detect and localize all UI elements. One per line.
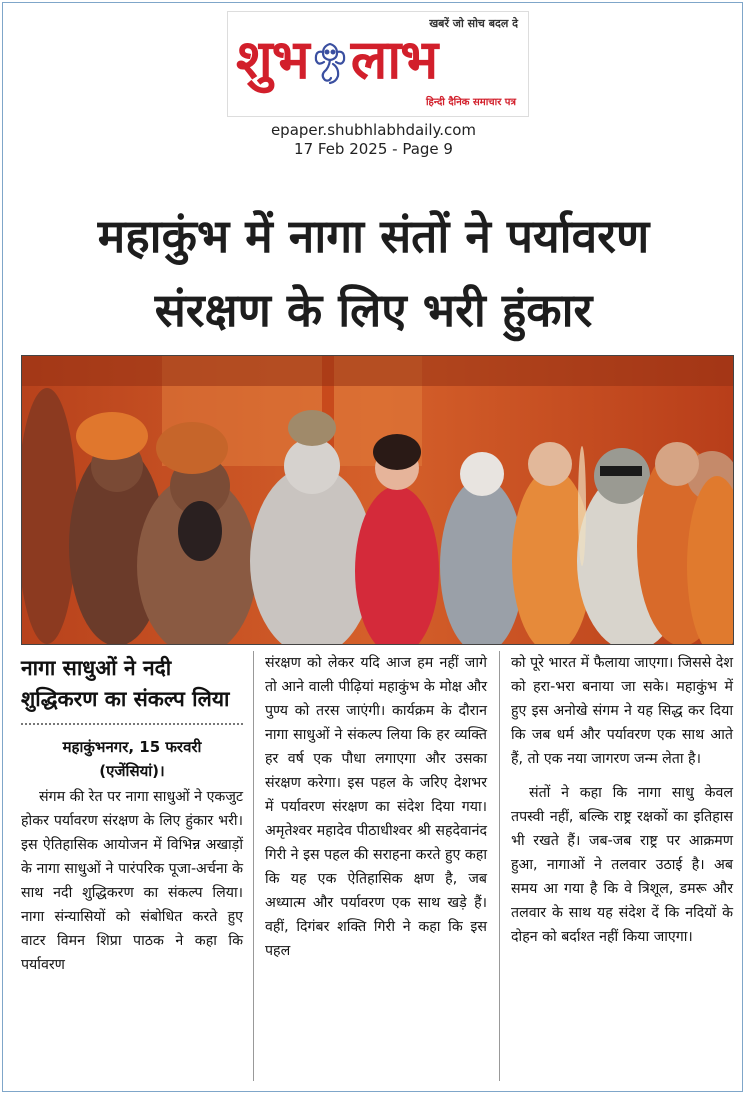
article-subhead: नागा साधुओं ने नदी शुद्धिकरण का संकल्प लिया bbox=[21, 653, 243, 725]
dateline-place-date: महाकुंभनगर, 15 फरवरी bbox=[62, 738, 202, 756]
dateline-agency: (एजेंसियां)। bbox=[99, 762, 165, 780]
article-column-2 bbox=[265, 651, 487, 963]
article-column-3 bbox=[511, 651, 733, 949]
epaper-url[interactable]: epaper.shubhlabhdaily.com bbox=[270, 121, 477, 139]
column-divider bbox=[499, 651, 500, 1081]
headline-line-1: महाकुंभ में नागा संतों ने पर्यावरण bbox=[97, 209, 650, 263]
column-divider bbox=[253, 651, 254, 1081]
edition-date-page: 17 Feb 2025 - Page 9 bbox=[294, 140, 453, 158]
dateline bbox=[21, 735, 243, 783]
masthead-tagline-bottom: हिन्दी दैनिक समाचार पत्र bbox=[425, 97, 516, 108]
article-paragraph: संतों ने कहा कि नागा साधु केवल तपस्वी नहीं, बल्कि राष्ट्र रक्षकों का इतिहास भी रखते हैं। जब-जब राष्ट्र पर आक्रमण हुआ, नागाओं ने तलवार उठाई है। अब समय आ गया है कि वे त्रिशूल, डमरू और तलवार के साथ यह संदेश दें कि नदियों के दोहन को बर्दाश्त नहीं किया जाएगा। bbox=[511, 785, 733, 945]
logo-text-right: लाभ bbox=[350, 28, 438, 91]
article-headline bbox=[13, 199, 734, 347]
article-paragraph: संरक्षण को लेकर यदि आज हम नहीं जागे तो आने वाली पीढ़ियां महाकुंभ के मोक्ष और पुण्य को तरस जाएंगी। कार्यक्रम के दौरान नागा साधुओं ने संकल्प लिया कि हर व्यक्ति हर वर्ष एक पौधा लगाएगा और उसका संरक्षण करेगा। इस पहल के जरिए देशभर में पर्यावरण संरक्षण का संदेश दिया गया।अमृतेश्वर महादेव पीठाधीश्वर श्री सहदेवानंद गिरी ने इस पहल की सराहना करते हुए कहा कि यह एक ऐतिहासिक क्षण है, जब अध्यात्म और पर्यावरण एक साथ खड़े हैं। वहीं, दिगंबर शक्ति गिरी ने कहा कि इस पहल bbox=[265, 655, 487, 959]
masthead-tagline-top: खबरें जो सोच बदल दे bbox=[429, 17, 518, 30]
logo-text-left: शुभ bbox=[236, 28, 309, 91]
article-column-1 bbox=[21, 653, 243, 977]
naga-sadhus-photo bbox=[22, 356, 733, 644]
article-photo bbox=[21, 355, 734, 645]
headline-line-2: संरक्षण के लिए भरी हुंकार bbox=[154, 283, 593, 337]
newspaper-logo bbox=[236, 30, 437, 90]
newspaper-page bbox=[2, 2, 743, 1092]
article-paragraph: संगम की रेत पर नागा साधुओं ने एकजुट होकर पर्यावरण संरक्षण के लिए हुंकार भरी। इस ऐतिहासिक आयोजन में विभिन्न अखाड़ों के नागा साधुओं ने पारंपरिक पूजा-अर्चना के साथ नदी शुद्धिकरण का संकल्प लिया। नागा संन्यासियों को संबोधित करते हुए वाटर विमन शिप्रा पाठक ने कहा कि पर्यावरण bbox=[21, 789, 243, 973]
ganesh-logo-icon bbox=[311, 40, 349, 86]
article-paragraph: को पूरे भारत में फैलाया जाएगा। जिससे देश को हरा-भरा बनाया जा सके। महाकुंभ में हुए इस अनोखे संगम ने यह सिद्ध कर दिया कि जब धर्म और पर्यावरण एक साथ आते हैं, तो एक नया जागरण जन्म लेता है। bbox=[511, 655, 733, 767]
masthead bbox=[227, 11, 529, 117]
